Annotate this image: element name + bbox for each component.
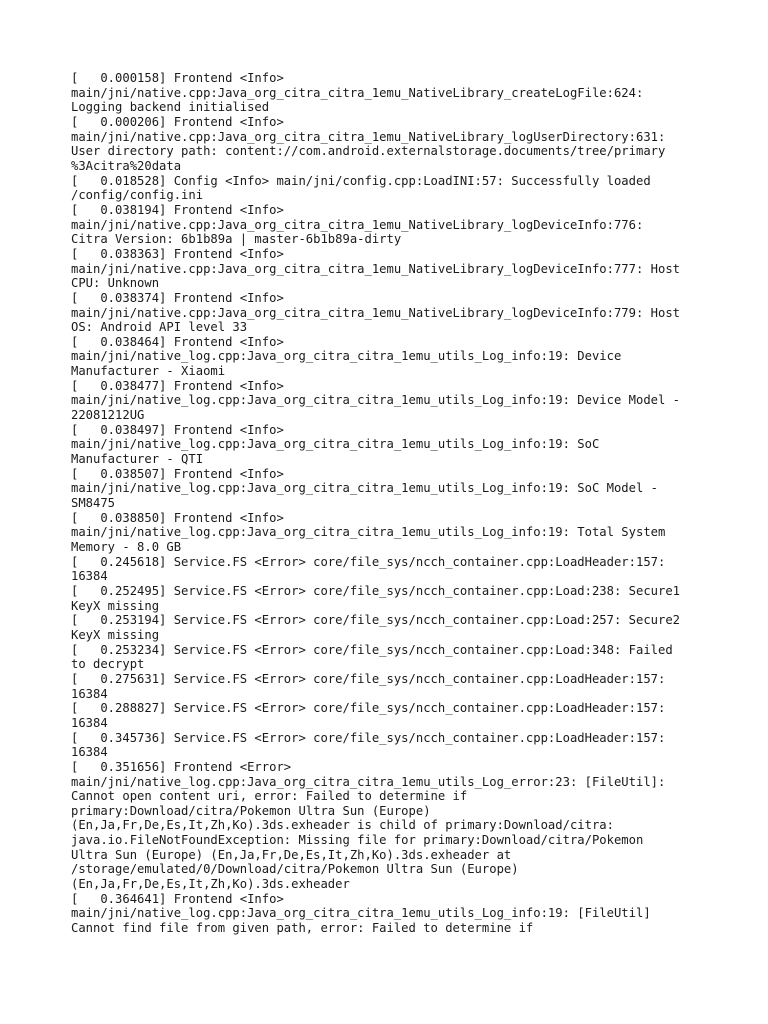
log-line: to decrypt	[71, 657, 145, 672]
log-line: [ 0.253194] Service.FS <Error> core/file_sys/ncch_container.cpp:Load:257: Secure2	[71, 613, 681, 628]
log-line: [ 0.245618] Service.FS <Error> core/file_sys/ncch_container.cpp:LoadHeader:157:	[71, 554, 666, 569]
log-line: [ 0.038363] Frontend <Info>	[71, 246, 284, 261]
log-line: main/jni/native.cpp:Java_org_citra_citra_1emu_NativeLibrary_logDeviceInfo:777: Host	[71, 261, 681, 276]
log-line: main/jni/native_log.cpp:Java_org_citra_citra_1emu_utils_Log_info:19: Device Model -	[71, 393, 681, 408]
log-line: [ 0.038374] Frontend <Info>	[71, 290, 284, 305]
log-line: [ 0.038464] Frontend <Info>	[71, 334, 284, 349]
log-line: primary:Download/citra/Pokemon Ultra Sun (Europe)	[71, 803, 431, 818]
log-line: Cannot open content uri, error: Failed to determine if	[71, 789, 468, 804]
log-line: KeyX missing	[71, 598, 160, 613]
log-line: Manufacturer - Xiaomi	[71, 364, 226, 379]
log-line: SM8475	[71, 496, 116, 511]
log-body	[71, 71, 711, 936]
log-line: /config/config.ini	[71, 188, 204, 203]
log-line: main/jni/native.cpp:Java_org_citra_citra_1emu_NativeLibrary_logDeviceInfo:776:	[71, 217, 644, 232]
log-line: java.io.FileNotFoundException: Missing file for primary:Download/citra/Pokemon	[71, 833, 644, 848]
log-line: [ 0.038850] Frontend <Info>	[71, 510, 284, 525]
log-line: [ 0.288827] Service.FS <Error> core/file_sys/ncch_container.cpp:LoadHeader:157:	[71, 701, 666, 716]
log-document	[71, 71, 711, 936]
log-line: [ 0.038497] Frontend <Info>	[71, 422, 284, 437]
log-line: [ 0.038477] Frontend <Info>	[71, 378, 284, 393]
log-line: main/jni/native_log.cpp:Java_org_citra_citra_1emu_utils_Log_info:19: Device	[71, 349, 622, 364]
log-line: main/jni/native_log.cpp:Java_org_citra_citra_1emu_utils_Log_info:19: [FileUtil]	[71, 906, 651, 921]
log-line: 22081212UG	[71, 408, 145, 423]
log-line: 16384	[71, 686, 108, 701]
log-line: Citra Version: 6b1b89a | master-6b1b89a-dirty	[71, 232, 402, 247]
log-line: 16384	[71, 715, 108, 730]
log-line: Memory - 8.0 GB	[71, 540, 182, 554]
log-line: 16384	[71, 569, 108, 584]
log-line: [ 0.275631] Service.FS <Error> core/file_sys/ncch_container.cpp:LoadHeader:157:	[71, 671, 666, 686]
log-line: [ 0.000158] Frontend <Info>	[71, 71, 284, 85]
log-line: [ 0.253234] Service.FS <Error> core/file_sys/ncch_container.cpp:Load:348: Failed	[71, 642, 673, 657]
log-line: %3Acitra%20data	[71, 158, 182, 173]
log-line: [ 0.018528] Config <Info> main/jni/config.cpp:LoadINI:57: Successfully loaded	[71, 173, 651, 188]
log-line: main/jni/native_log.cpp:Java_org_citra_citra_1emu_utils_Log_info:19: Total System	[71, 525, 666, 540]
log-line: [ 0.345736] Service.FS <Error> core/file_sys/ncch_container.cpp:LoadHeader:157:	[71, 730, 666, 745]
log-line: [ 0.000206] Frontend <Info>	[71, 114, 284, 129]
log-line: KeyX missing	[71, 627, 160, 642]
log-line: Cannot find file from given path, error: Failed to determine if	[71, 921, 534, 936]
log-line: 16384	[71, 745, 108, 760]
log-line: [ 0.364641] Frontend <Info>	[71, 891, 284, 906]
log-line: Logging backend initialised	[71, 100, 270, 115]
log-line: [ 0.252495] Service.FS <Error> core/file_sys/ncch_container.cpp:Load:238: Secure1	[71, 583, 681, 598]
log-line: [ 0.038507] Frontend <Info>	[71, 466, 284, 481]
log-line: main/jni/native_log.cpp:Java_org_citra_citra_1emu_utils_Log_info:19: SoC	[71, 437, 600, 452]
log-line: main/jni/native.cpp:Java_org_citra_citra_1emu_NativeLibrary_logUserDirectory:631:	[71, 129, 666, 144]
log-line: (En,Ja,Fr,De,Es,It,Zh,Ko).3ds.exheader is child of primary:Download/citra:	[71, 818, 614, 833]
log-line: [ 0.038194] Frontend <Info>	[71, 202, 284, 217]
log-line: (En,Ja,Fr,De,Es,It,Zh,Ko).3ds.exheader	[71, 877, 350, 892]
log-line: main/jni/native_log.cpp:Java_org_citra_citra_1emu_utils_Log_error:23: [FileUtil]:	[71, 774, 666, 789]
log-line: User directory path: content://com.android.externalstorage.documents/tree/primary	[71, 144, 666, 159]
log-line: CPU: Unknown	[71, 276, 160, 291]
log-line: /storage/emulated/0/Download/citra/Pokemon Ultra Sun (Europe)	[71, 862, 519, 877]
log-line: OS: Android API level 33	[71, 320, 248, 335]
log-line: [ 0.351656] Frontend <Error>	[71, 759, 292, 774]
log-line: main/jni/native.cpp:Java_org_citra_citra_1emu_NativeLibrary_logDeviceInfo:779: Host	[71, 305, 681, 320]
log-line: Ultra Sun (Europe) (En,Ja,Fr,De,Es,It,Zh,Ko).3ds.exheader at	[71, 847, 512, 862]
log-line: main/jni/native_log.cpp:Java_org_citra_citra_1emu_utils_Log_info:19: SoC Model -	[71, 481, 658, 496]
log-line: main/jni/native.cpp:Java_org_citra_citra_1emu_NativeLibrary_createLogFile:624:	[71, 85, 644, 100]
log-line: Manufacturer - QTI	[71, 452, 204, 467]
